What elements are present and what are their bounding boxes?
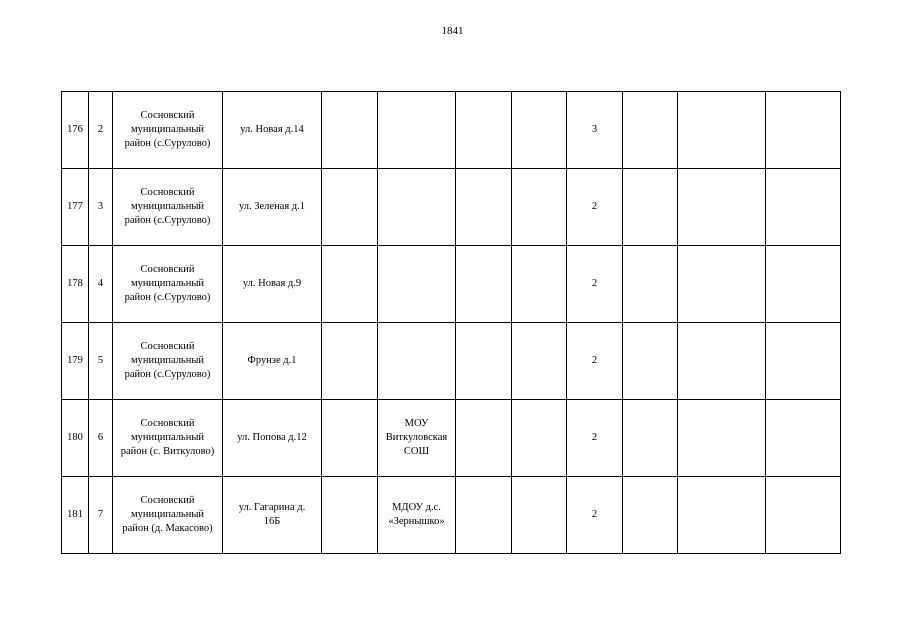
empty-cell	[456, 323, 512, 400]
institution-cell: МДОУ д.с. «Зернышко»	[378, 477, 456, 554]
page-number: 1841	[441, 25, 464, 37]
sub-number-cell: 4	[89, 246, 113, 323]
address-cell: ул. Попова д.12	[223, 400, 322, 477]
empty-cell	[678, 169, 766, 246]
count-cell: 2	[567, 400, 623, 477]
district-cell: Сосновский муниципальный район (с.Сурулово)	[113, 169, 223, 246]
count-cell: 2	[567, 246, 623, 323]
empty-cell	[322, 400, 378, 477]
row-number-cell: 179	[62, 323, 89, 400]
empty-cell	[512, 323, 567, 400]
row-number-cell: 180	[62, 400, 89, 477]
table-row	[62, 323, 841, 400]
empty-cell	[512, 169, 567, 246]
empty-cell	[623, 169, 678, 246]
table-row	[62, 400, 841, 477]
address-cell: ул. Гагарина д. 16Б	[223, 477, 322, 554]
empty-cell	[456, 169, 512, 246]
empty-cell	[322, 477, 378, 554]
empty-cell	[456, 246, 512, 323]
empty-cell	[456, 477, 512, 554]
empty-cell	[623, 400, 678, 477]
empty-cell	[678, 246, 766, 323]
count-cell: 2	[567, 323, 623, 400]
institution-cell	[378, 92, 456, 169]
empty-cell	[512, 477, 567, 554]
empty-cell	[623, 246, 678, 323]
count-cell: 2	[567, 169, 623, 246]
empty-cell	[678, 92, 766, 169]
table-row	[62, 92, 841, 169]
address-cell: ул. Новая д.9	[223, 246, 322, 323]
address-cell: ул. Зеленая д.1	[223, 169, 322, 246]
count-cell: 3	[567, 92, 623, 169]
district-cell: Сосновский муниципальный район (с.Сурулово)	[113, 92, 223, 169]
empty-cell	[512, 400, 567, 477]
district-cell: Сосновский муниципальный район (д. Макасово)	[113, 477, 223, 554]
empty-cell	[766, 92, 841, 169]
registry-table	[61, 91, 841, 554]
empty-cell	[322, 323, 378, 400]
empty-cell	[678, 323, 766, 400]
empty-cell	[512, 92, 567, 169]
sub-number-cell: 2	[89, 92, 113, 169]
empty-cell	[322, 169, 378, 246]
institution-cell	[378, 323, 456, 400]
empty-cell	[456, 400, 512, 477]
row-number-cell: 178	[62, 246, 89, 323]
empty-cell	[766, 246, 841, 323]
row-number-cell: 181	[62, 477, 89, 554]
count-cell: 2	[567, 477, 623, 554]
sub-number-cell: 3	[89, 169, 113, 246]
empty-cell	[322, 246, 378, 323]
institution-cell	[378, 246, 456, 323]
address-cell: Фрунзе д.1	[223, 323, 322, 400]
address-cell: ул. Новая д.14	[223, 92, 322, 169]
empty-cell	[512, 246, 567, 323]
empty-cell	[623, 92, 678, 169]
table-row	[62, 169, 841, 246]
empty-cell	[678, 477, 766, 554]
empty-cell	[766, 323, 841, 400]
district-cell: Сосновский муниципальный район (с. Виткулово)	[113, 400, 223, 477]
empty-cell	[766, 169, 841, 246]
empty-cell	[678, 400, 766, 477]
empty-cell	[623, 477, 678, 554]
registry-table-body	[62, 92, 841, 554]
institution-cell: МОУ Виткуловская СОШ	[378, 400, 456, 477]
empty-cell	[456, 92, 512, 169]
sub-number-cell: 7	[89, 477, 113, 554]
sub-number-cell: 6	[89, 400, 113, 477]
row-number-cell: 177	[62, 169, 89, 246]
district-cell: Сосновский муниципальный район (с.Сурулово)	[113, 323, 223, 400]
institution-cell	[378, 169, 456, 246]
empty-cell	[322, 92, 378, 169]
empty-cell	[766, 400, 841, 477]
district-cell: Сосновский муниципальный район (с.Сурулово)	[113, 246, 223, 323]
sub-number-cell: 5	[89, 323, 113, 400]
table-row	[62, 477, 841, 554]
empty-cell	[623, 323, 678, 400]
row-number-cell: 176	[62, 92, 89, 169]
empty-cell	[766, 477, 841, 554]
table-row	[62, 246, 841, 323]
